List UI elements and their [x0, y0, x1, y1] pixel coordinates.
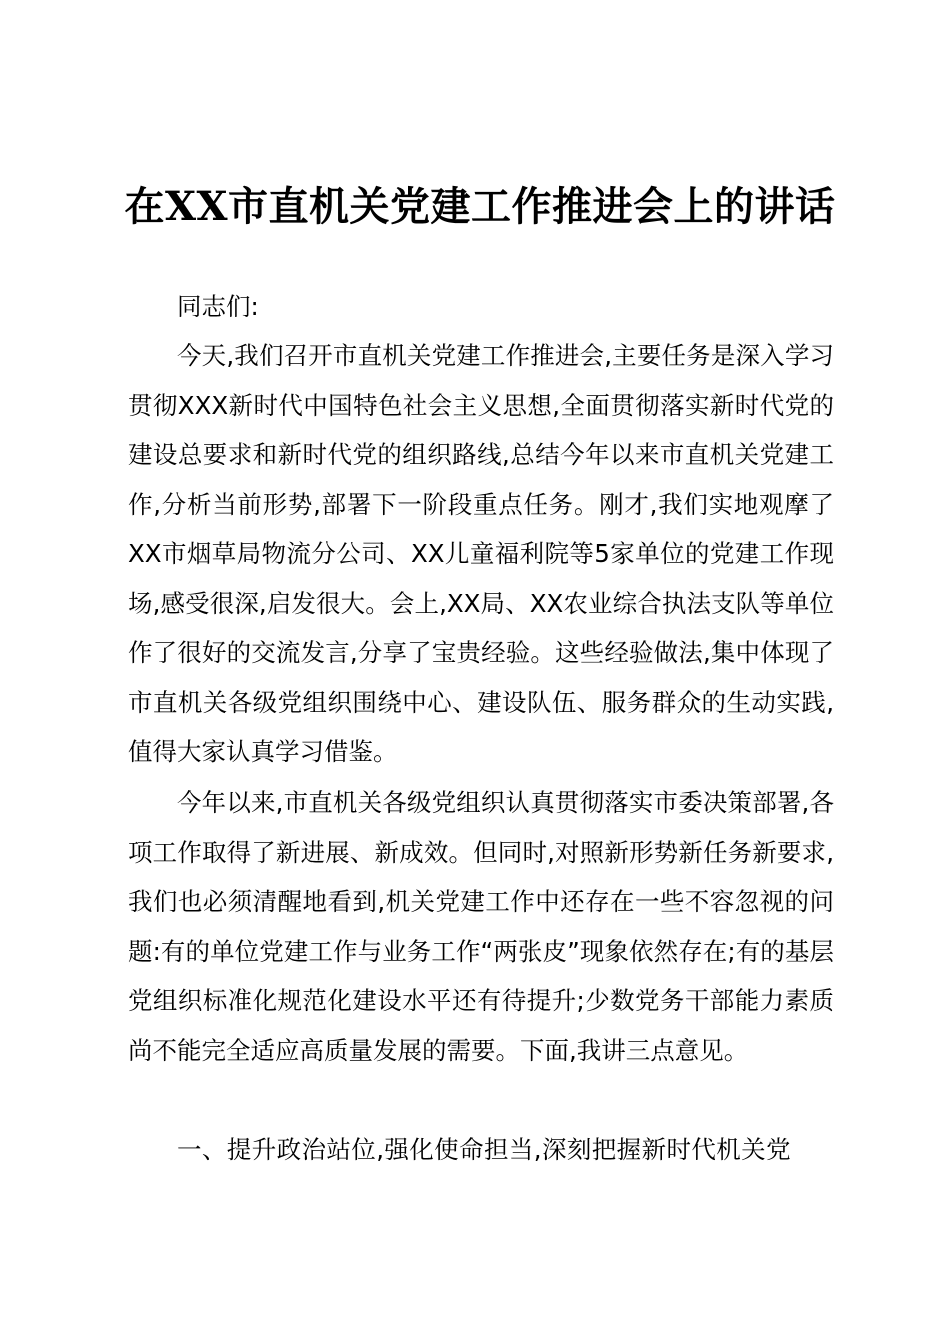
- salutation: 同志们:: [177, 292, 259, 321]
- paragraph-2: 今年以来,市直机关各级党组织认真贯彻落实市委决策部署,各项工作取得了新进展、新成效。但同时,对照新形势新任务新要求,我们也必须清醒地看到,机关党建工作中还存在一些不容忽视的问题:有的单位党建工作与业务工作“两张皮”现象依然存在;有的基层党组织标准化规范化建设水平还有待提升;少数党务干部能力素质尚不能完全适应高质量发展的需要。下面,我讲三点意见。: [128, 788, 834, 1065]
- section-heading-1: 一、提升政治站位,强化使命担当,深刻把握新时代机关党: [177, 1135, 791, 1164]
- document-title: 在XX市直机关党建工作推进会上的讲话: [124, 183, 836, 230]
- paragraph-1: 今天,我们召开市直机关党建工作推进会,主要任务是深入学习贯彻XXX新时代中国特色社会主义思想,全面贯彻落实新时代党的建设总要求和新时代党的组织路线,总结今年以来市直机关党建工作,分析当前形势,部署下一阶段重点任务。刚才,我们实地观摩了XX市烟草局物流分公司、XX儿童福利院等5家单位的党建工作现场,感受很深,启发很大。会上,XX局、XX农业综合执法支队等单位作了很好的交流发言,分享了宝贵经验。这些经验做法,集中体现了市直机关各级党组织围绕中心、建设队伍、服务群众的生动实践,值得大家认真学习借鉴。: [128, 341, 834, 766]
